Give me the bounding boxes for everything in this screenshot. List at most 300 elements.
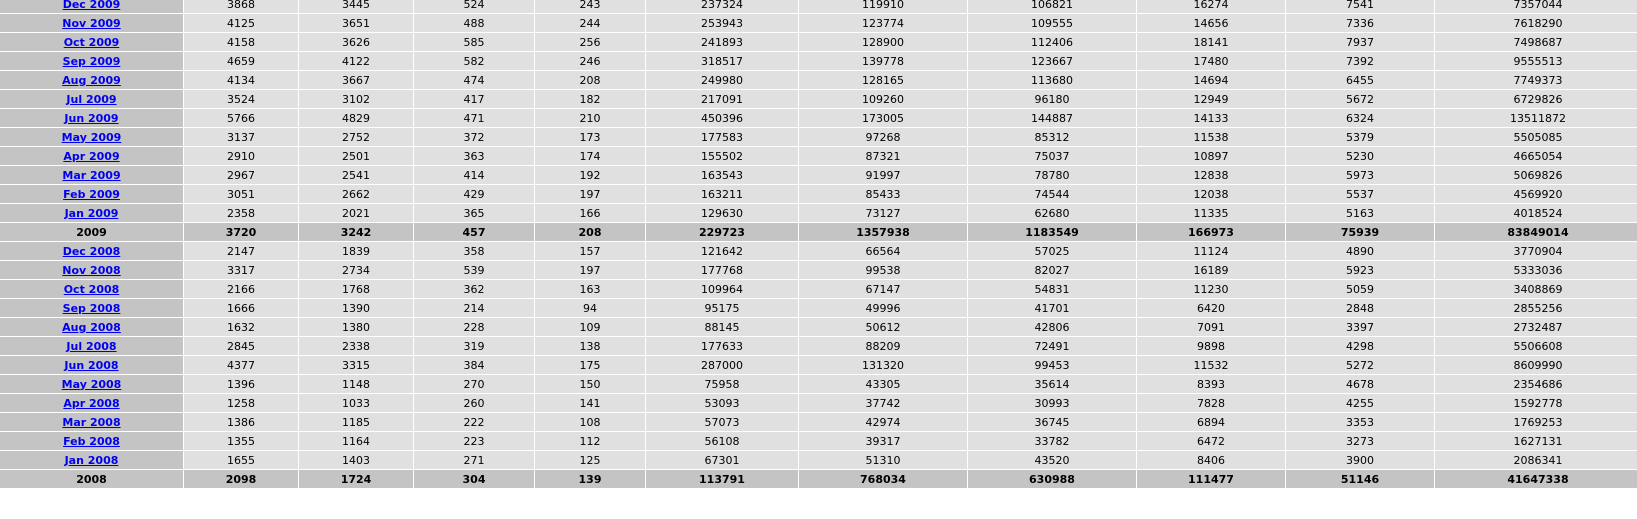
value-cell: 4125 [184, 14, 298, 32]
year-label: 2008 [0, 470, 183, 488]
value-cell: 1396 [184, 375, 298, 393]
month-cell[interactable] [0, 242, 183, 260]
value-cell: 7336 [1286, 14, 1434, 32]
value-cell: 3445 [299, 0, 413, 13]
month-cell[interactable] [0, 128, 183, 146]
value-cell: 3315 [299, 356, 413, 374]
value-cell: 57025 [968, 242, 1136, 260]
value-cell: 1164 [299, 432, 413, 450]
value-cell: 99453 [968, 356, 1136, 374]
value-cell: 1655 [184, 451, 298, 469]
value-cell: 2147 [184, 242, 298, 260]
value-cell: 3720 [184, 223, 298, 241]
value-cell: 417 [414, 90, 534, 108]
value-cell: 54831 [968, 280, 1136, 298]
month-cell[interactable] [0, 71, 183, 89]
value-cell: 4134 [184, 71, 298, 89]
value-cell: 237324 [646, 0, 798, 13]
year-total-row [0, 470, 1637, 488]
value-cell: 3242 [299, 223, 413, 241]
month-cell[interactable] [0, 33, 183, 51]
value-cell: 3317 [184, 261, 298, 279]
value-cell: 138 [535, 337, 645, 355]
value-cell: 223 [414, 432, 534, 450]
value-cell: 112406 [968, 33, 1136, 51]
value-cell: 5537 [1286, 185, 1434, 203]
month-row [0, 413, 1637, 431]
value-cell: 150 [535, 375, 645, 393]
month-cell[interactable] [0, 147, 183, 165]
value-cell: 109964 [646, 280, 798, 298]
value-cell: 222 [414, 413, 534, 431]
value-cell: 7498687 [1435, 33, 1637, 51]
value-cell: 67301 [646, 451, 798, 469]
value-cell: 2098 [184, 470, 298, 488]
month-row [0, 71, 1637, 89]
value-cell: 4665054 [1435, 147, 1637, 165]
value-cell: 5333036 [1435, 261, 1637, 279]
value-cell: 243 [535, 0, 645, 13]
value-cell: 488 [414, 14, 534, 32]
value-cell: 2734 [299, 261, 413, 279]
value-cell: 244 [535, 14, 645, 32]
value-cell: 163211 [646, 185, 798, 203]
value-cell: 14133 [1137, 109, 1285, 127]
value-cell: 177633 [646, 337, 798, 355]
month-row [0, 337, 1637, 355]
value-cell: 2021 [299, 204, 413, 222]
value-cell: 217091 [646, 90, 798, 108]
value-cell: 9555513 [1435, 52, 1637, 70]
value-cell: 12949 [1137, 90, 1285, 108]
value-cell: 1357938 [799, 223, 967, 241]
value-cell: 3102 [299, 90, 413, 108]
value-cell: 2086341 [1435, 451, 1637, 469]
value-cell: 271 [414, 451, 534, 469]
value-cell: 12838 [1137, 166, 1285, 184]
value-cell: 384 [414, 356, 534, 374]
value-cell: 524 [414, 0, 534, 13]
value-cell: 16274 [1137, 0, 1285, 13]
value-cell: 5672 [1286, 90, 1434, 108]
value-cell: 630988 [968, 470, 1136, 488]
value-cell: 1592778 [1435, 394, 1637, 412]
value-cell: 94 [535, 299, 645, 317]
month-link[interactable]: Jun 2009 [64, 111, 119, 125]
month-link[interactable]: May 2008 [61, 377, 122, 391]
month-cell[interactable] [0, 413, 183, 431]
value-cell: 75037 [968, 147, 1136, 165]
value-cell: 66564 [799, 242, 967, 260]
month-cell[interactable] [0, 0, 183, 13]
value-cell: 73127 [799, 204, 967, 222]
value-cell: 139778 [799, 52, 967, 70]
value-cell: 2338 [299, 337, 413, 355]
value-cell: 82027 [968, 261, 1136, 279]
month-link[interactable]: May 2009 [61, 130, 122, 144]
value-cell: 7541 [1286, 0, 1434, 13]
value-cell: 62680 [968, 204, 1136, 222]
value-cell: 270 [414, 375, 534, 393]
value-cell: 139 [535, 470, 645, 488]
month-link[interactable]: Jul 2009 [66, 92, 117, 106]
value-cell: 4890 [1286, 242, 1434, 260]
value-cell: 42974 [799, 413, 967, 431]
value-cell: 17480 [1137, 52, 1285, 70]
value-cell: 1183549 [968, 223, 1136, 241]
value-cell: 166 [535, 204, 645, 222]
value-cell: 125 [535, 451, 645, 469]
value-cell: 3667 [299, 71, 413, 89]
value-cell: 7618290 [1435, 14, 1637, 32]
value-cell: 197 [535, 261, 645, 279]
value-cell: 174 [535, 147, 645, 165]
value-cell: 7749373 [1435, 71, 1637, 89]
value-cell: 3051 [184, 185, 298, 203]
value-cell: 128900 [799, 33, 967, 51]
value-cell: 157 [535, 242, 645, 260]
value-cell: 72491 [968, 337, 1136, 355]
value-cell: 87321 [799, 147, 967, 165]
value-cell: 119910 [799, 0, 967, 13]
value-cell: 363 [414, 147, 534, 165]
value-cell: 246 [535, 52, 645, 70]
month-cell[interactable] [0, 204, 183, 222]
value-cell: 112 [535, 432, 645, 450]
month-row [0, 204, 1637, 222]
value-cell: 358 [414, 242, 534, 260]
value-cell: 249980 [646, 71, 798, 89]
value-cell: 253943 [646, 14, 798, 32]
month-cell[interactable] [0, 318, 183, 336]
value-cell: 768034 [799, 470, 967, 488]
value-cell: 5059 [1286, 280, 1434, 298]
month-row [0, 318, 1637, 336]
value-cell: 241893 [646, 33, 798, 51]
value-cell: 109555 [968, 14, 1136, 32]
value-cell: 113791 [646, 470, 798, 488]
month-cell[interactable] [0, 451, 183, 469]
value-cell: 3651 [299, 14, 413, 32]
value-cell: 4659 [184, 52, 298, 70]
value-cell: 585 [414, 33, 534, 51]
value-cell: 95175 [646, 299, 798, 317]
value-cell: 182 [535, 90, 645, 108]
value-cell: 10897 [1137, 147, 1285, 165]
month-link[interactable]: Jan 2008 [64, 453, 119, 467]
value-cell: 5505085 [1435, 128, 1637, 146]
value-cell: 50612 [799, 318, 967, 336]
value-cell: 5923 [1286, 261, 1434, 279]
month-link[interactable]: Nov 2009 [62, 16, 121, 30]
value-cell: 108 [535, 413, 645, 431]
month-row [0, 14, 1637, 32]
value-cell: 6324 [1286, 109, 1434, 127]
value-cell: 41647338 [1435, 470, 1637, 488]
month-cell[interactable] [0, 356, 183, 374]
value-cell: 4158 [184, 33, 298, 51]
value-cell: 1390 [299, 299, 413, 317]
value-cell: 208 [535, 223, 645, 241]
value-cell: 30993 [968, 394, 1136, 412]
value-cell: 163543 [646, 166, 798, 184]
value-cell: 2855256 [1435, 299, 1637, 317]
value-cell: 41701 [968, 299, 1136, 317]
value-cell: 3273 [1286, 432, 1434, 450]
month-row [0, 147, 1637, 165]
month-row [0, 128, 1637, 146]
value-cell: 1768 [299, 280, 413, 298]
month-link[interactable]: Jun 2008 [64, 358, 119, 372]
value-cell: 362 [414, 280, 534, 298]
value-cell: 11124 [1137, 242, 1285, 260]
value-cell: 2967 [184, 166, 298, 184]
value-cell: 106821 [968, 0, 1136, 13]
value-cell: 1386 [184, 413, 298, 431]
month-cell[interactable] [0, 432, 183, 450]
value-cell: 166973 [1137, 223, 1285, 241]
value-cell: 96180 [968, 90, 1136, 108]
value-cell: 85312 [968, 128, 1136, 146]
value-cell: 2501 [299, 147, 413, 165]
month-row [0, 451, 1637, 469]
value-cell: 35614 [968, 375, 1136, 393]
value-cell: 3408869 [1435, 280, 1637, 298]
value-cell: 4678 [1286, 375, 1434, 393]
value-cell: 1627131 [1435, 432, 1637, 450]
value-cell: 1148 [299, 375, 413, 393]
value-cell: 6420 [1137, 299, 1285, 317]
value-cell: 43305 [799, 375, 967, 393]
value-cell: 109260 [799, 90, 967, 108]
value-cell: 3524 [184, 90, 298, 108]
month-link[interactable]: Aug 2008 [62, 320, 121, 334]
value-cell: 5272 [1286, 356, 1434, 374]
value-cell: 14694 [1137, 71, 1285, 89]
value-cell: 4569920 [1435, 185, 1637, 203]
value-cell: 78780 [968, 166, 1136, 184]
month-cell[interactable] [0, 337, 183, 355]
value-cell: 197 [535, 185, 645, 203]
value-cell: 75939 [1286, 223, 1434, 241]
value-cell: 37742 [799, 394, 967, 412]
value-cell: 11538 [1137, 128, 1285, 146]
value-cell: 208 [535, 71, 645, 89]
month-row [0, 356, 1637, 374]
month-link[interactable]: Mar 2008 [62, 415, 121, 429]
value-cell: 4122 [299, 52, 413, 70]
value-cell: 74544 [968, 185, 1136, 203]
month-link[interactable]: Jan 2009 [64, 206, 119, 220]
value-cell: 429 [414, 185, 534, 203]
month-row [0, 90, 1637, 108]
month-cell[interactable] [0, 261, 183, 279]
value-cell: 88209 [799, 337, 967, 355]
month-cell[interactable] [0, 90, 183, 108]
value-cell: 450396 [646, 109, 798, 127]
value-cell: 1185 [299, 413, 413, 431]
value-cell: 1769253 [1435, 413, 1637, 431]
value-cell: 5973 [1286, 166, 1434, 184]
month-cell[interactable] [0, 166, 183, 184]
month-link[interactable]: Dec 2008 [62, 244, 121, 258]
month-cell[interactable] [0, 109, 183, 127]
value-cell: 4298 [1286, 337, 1434, 355]
value-cell: 7392 [1286, 52, 1434, 70]
value-cell: 8393 [1137, 375, 1285, 393]
value-cell: 57073 [646, 413, 798, 431]
value-cell: 365 [414, 204, 534, 222]
value-cell: 5230 [1286, 147, 1434, 165]
value-cell: 1033 [299, 394, 413, 412]
value-cell: 1258 [184, 394, 298, 412]
value-cell: 13511872 [1435, 109, 1637, 127]
value-cell: 5069826 [1435, 166, 1637, 184]
value-cell: 3900 [1286, 451, 1434, 469]
value-cell: 8609990 [1435, 356, 1637, 374]
month-cell[interactable] [0, 375, 183, 393]
value-cell: 99538 [799, 261, 967, 279]
value-cell: 51310 [799, 451, 967, 469]
value-cell: 43520 [968, 451, 1136, 469]
value-cell: 7937 [1286, 33, 1434, 51]
month-link[interactable]: Mar 2009 [62, 168, 121, 182]
month-row [0, 280, 1637, 298]
value-cell: 14656 [1137, 14, 1285, 32]
value-cell: 18141 [1137, 33, 1285, 51]
month-row [0, 0, 1637, 13]
value-cell: 414 [414, 166, 534, 184]
month-link[interactable]: Apr 2008 [63, 396, 120, 410]
value-cell: 2732487 [1435, 318, 1637, 336]
value-cell: 3868 [184, 0, 298, 13]
value-cell: 3770904 [1435, 242, 1637, 260]
value-cell: 2910 [184, 147, 298, 165]
value-cell: 131320 [799, 356, 967, 374]
month-row [0, 52, 1637, 70]
value-cell: 6729826 [1435, 90, 1637, 108]
value-cell: 83849014 [1435, 223, 1637, 241]
value-cell: 155502 [646, 147, 798, 165]
value-cell: 121642 [646, 242, 798, 260]
value-cell: 85433 [799, 185, 967, 203]
value-cell: 39317 [799, 432, 967, 450]
value-cell: 144887 [968, 109, 1136, 127]
value-cell: 91997 [799, 166, 967, 184]
value-cell: 177768 [646, 261, 798, 279]
value-cell: 123774 [799, 14, 967, 32]
value-cell: 12038 [1137, 185, 1285, 203]
value-cell: 2845 [184, 337, 298, 355]
month-row [0, 375, 1637, 393]
value-cell: 2848 [1286, 299, 1434, 317]
value-cell: 163 [535, 280, 645, 298]
value-cell: 3397 [1286, 318, 1434, 336]
value-cell: 11230 [1137, 280, 1285, 298]
value-cell: 2166 [184, 280, 298, 298]
value-cell: 2662 [299, 185, 413, 203]
value-cell: 210 [535, 109, 645, 127]
month-link[interactable]: Apr 2009 [63, 149, 120, 163]
value-cell: 3353 [1286, 413, 1434, 431]
value-cell: 5766 [184, 109, 298, 127]
value-cell: 228 [414, 318, 534, 336]
month-cell[interactable] [0, 185, 183, 203]
value-cell: 2354686 [1435, 375, 1637, 393]
value-cell: 2358 [184, 204, 298, 222]
value-cell: 51146 [1286, 470, 1434, 488]
month-link[interactable]: Dec 2009 [62, 0, 121, 11]
month-link[interactable]: Aug 2009 [62, 73, 121, 87]
month-cell[interactable] [0, 52, 183, 70]
value-cell: 33782 [968, 432, 1136, 450]
value-cell: 5506608 [1435, 337, 1637, 355]
value-cell: 11532 [1137, 356, 1285, 374]
value-cell: 141 [535, 394, 645, 412]
value-cell: 56108 [646, 432, 798, 450]
month-row [0, 185, 1637, 203]
value-cell: 256 [535, 33, 645, 51]
value-cell: 319 [414, 337, 534, 355]
value-cell: 67147 [799, 280, 967, 298]
value-cell: 129630 [646, 204, 798, 222]
value-cell: 582 [414, 52, 534, 70]
month-cell[interactable] [0, 280, 183, 298]
year-total-row [0, 223, 1637, 241]
month-cell[interactable] [0, 394, 183, 412]
value-cell: 1380 [299, 318, 413, 336]
value-cell: 109 [535, 318, 645, 336]
month-link[interactable]: Jul 2008 [66, 339, 117, 353]
month-link[interactable]: Sep 2008 [62, 301, 121, 315]
month-row [0, 394, 1637, 412]
month-link[interactable]: Oct 2009 [63, 35, 120, 49]
value-cell: 7091 [1137, 318, 1285, 336]
value-cell: 214 [414, 299, 534, 317]
month-row [0, 261, 1637, 279]
value-cell: 4255 [1286, 394, 1434, 412]
value-cell: 372 [414, 128, 534, 146]
month-row [0, 432, 1637, 450]
month-link[interactable]: Oct 2008 [63, 282, 120, 296]
month-cell[interactable] [0, 299, 183, 317]
value-cell: 75958 [646, 375, 798, 393]
value-cell: 4377 [184, 356, 298, 374]
month-link[interactable]: Nov 2008 [62, 263, 121, 277]
value-cell: 113680 [968, 71, 1136, 89]
value-cell: 318517 [646, 52, 798, 70]
value-cell: 1724 [299, 470, 413, 488]
month-link[interactable]: Sep 2009 [62, 54, 121, 68]
value-cell: 2541 [299, 166, 413, 184]
value-cell: 88145 [646, 318, 798, 336]
month-link[interactable]: Feb 2008 [63, 434, 120, 448]
month-cell[interactable] [0, 14, 183, 32]
value-cell: 97268 [799, 128, 967, 146]
value-cell: 11335 [1137, 204, 1285, 222]
value-cell: 474 [414, 71, 534, 89]
value-cell: 53093 [646, 394, 798, 412]
value-cell: 1632 [184, 318, 298, 336]
value-cell: 177583 [646, 128, 798, 146]
value-cell: 6894 [1137, 413, 1285, 431]
value-cell: 304 [414, 470, 534, 488]
value-cell: 128165 [799, 71, 967, 89]
month-row [0, 109, 1637, 127]
value-cell: 7828 [1137, 394, 1285, 412]
month-link[interactable]: Feb 2009 [63, 187, 120, 201]
value-cell: 9898 [1137, 337, 1285, 355]
